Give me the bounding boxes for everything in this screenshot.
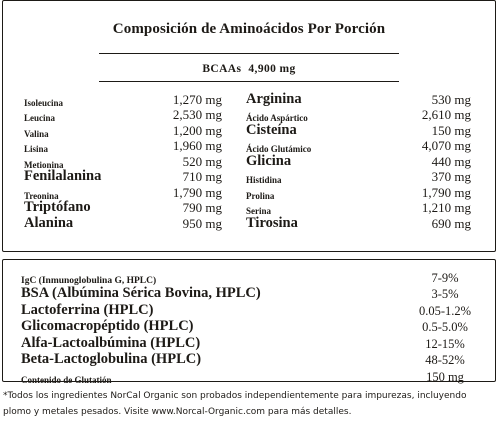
protein-fraction-value: 150 mg (426, 369, 464, 384)
amino-acid-amount: 370 mg (431, 169, 471, 184)
amino-acid-amount: 1,210 mg (421, 200, 471, 215)
protein-fraction-value: 12-15% (425, 336, 465, 351)
amino-acid-amount: 2,610 mg (421, 107, 471, 122)
protein-fraction-name: Glicomacropéptido (HPLC) (21, 318, 194, 334)
amino-acid-name: Ácido Aspártico (246, 113, 308, 123)
amino-acid-name: Valina (24, 128, 49, 139)
amino-acid-name: Metionina (24, 159, 64, 170)
protein-fraction-value: 7-9% (431, 270, 459, 285)
bcaa-name: BCAAs (202, 63, 242, 75)
protein-fraction-row (21, 369, 477, 386)
amino-acid-name: Arginina (246, 90, 302, 107)
amino-acid-panel (2, 0, 496, 252)
amino-acid-name: Glicina (246, 152, 292, 169)
footnote: *Todos los ingredientes NorCal Organic son probados independientemente para impurezas, incluyendo plomo y metales pesados. Visite www.Norcal-Organic.com para más detalles. (3, 391, 467, 417)
amino-acid-column-right (246, 90, 471, 233)
amino-acid-name: Serina (246, 206, 272, 216)
amino-acid-amount: 1,270 mg (172, 91, 222, 107)
amino-acid-amount: 4,070 mg (421, 138, 471, 153)
amino-acid-name: Isoleucina (24, 97, 64, 108)
protein-fraction-row (21, 353, 477, 370)
amino-acid-amount: 710 mg (182, 169, 222, 184)
amino-acid-name: Ácido Glutámico (246, 144, 312, 154)
amino-acid-amount: 2,530 mg (172, 107, 222, 122)
amino-acid-row (24, 214, 222, 233)
amino-acid-name: Triptófano (24, 199, 91, 215)
amino-acid-amount: 790 mg (182, 200, 222, 215)
amino-acid-name: Fenilalanina (24, 168, 102, 184)
amino-acid-name: Cisteína (246, 121, 297, 138)
amino-acid-amount: 530 mg (431, 91, 471, 107)
amino-acid-amount: 520 mg (182, 153, 222, 169)
amino-acid-name: Lisina (24, 144, 49, 154)
protein-fraction-list (21, 270, 477, 386)
amino-acid-amount: 150 mg (431, 122, 471, 138)
amino-acid-amount: 1,790 mg (421, 184, 471, 200)
amino-acid-row (246, 214, 471, 233)
amino-acid-amount: 440 mg (431, 153, 471, 169)
amino-acid-name: Leucina (24, 113, 56, 123)
amino-acid-column-left (24, 93, 222, 233)
panel-title: Composición de Aminoácidos Por Porción (112, 21, 386, 37)
protein-fraction-name: Contenido de Glutatión (21, 374, 112, 385)
protein-fraction-value: 0.05-1.2% (418, 303, 472, 318)
protein-fraction-name: IgC (Inmunoglobulina G, HPLC) (21, 275, 157, 286)
amino-acid-amount: 950 mg (182, 215, 222, 231)
amino-acid-amount: 690 mg (431, 215, 471, 231)
amino-acid-amount: 1,790 mg (172, 184, 222, 200)
protein-fraction-name: BSA (Albúmina Sérica Bovina, HPLC) (21, 285, 261, 301)
protein-fraction-name: Beta-Lactoglobulina (HPLC) (21, 351, 202, 367)
protein-fraction-name: Lactoferrina (HPLC) (21, 301, 154, 318)
amino-acid-name: Histidina (246, 175, 282, 185)
amino-acid-name: Prolina (246, 190, 275, 201)
bcaa-line (3, 63, 495, 75)
protein-fractions-panel (2, 259, 496, 385)
amino-acid-amount: 1,960 mg (172, 138, 222, 153)
amino-acid-name: Alanina (24, 214, 74, 231)
protein-fraction-value: 3-5% (431, 287, 459, 301)
protein-fraction-name: Alfa-Lactoalbúmina (HPLC) (21, 334, 201, 351)
protein-fraction-value: 0.5-5.0% (422, 320, 468, 334)
amino-acid-name: Treonina (24, 190, 59, 201)
protein-fraction-value: 48-52% (425, 353, 465, 367)
title-divider (99, 53, 399, 54)
amino-acid-amount: 1,200 mg (172, 122, 222, 138)
amino-acid-name: Tirosina (246, 214, 298, 231)
bcaa-value: 4,900 mg (248, 63, 296, 75)
bcaa-divider (99, 81, 399, 82)
